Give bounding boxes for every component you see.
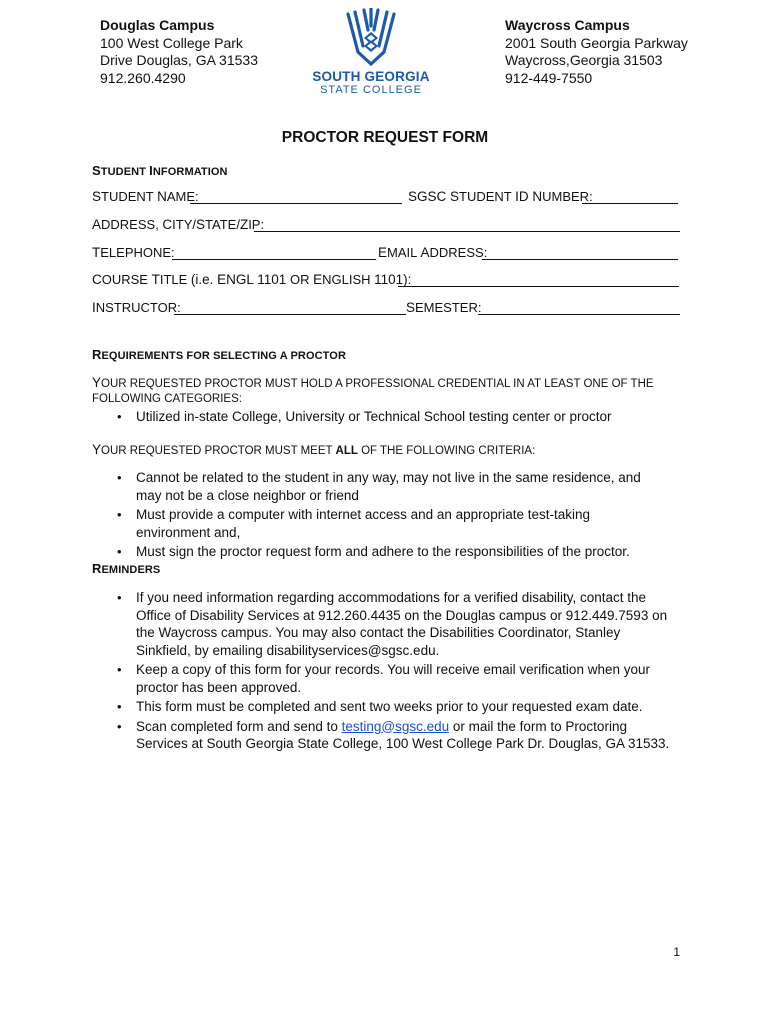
list-item: • This form must be completed and sent two weeks prior to your requested exam date. (92, 698, 677, 716)
list-item: • Must provide a computer with internet access and an appropriate test-taking environment and, (92, 506, 667, 541)
logo-text-south-georgia: SOUTH GEORGIA (312, 69, 430, 84)
label-rest: EMESTER: (415, 300, 482, 315)
label-cap: A (92, 217, 102, 232)
requirements-heading (92, 347, 346, 362)
criteria-paragraph (92, 442, 535, 457)
criteria-list (92, 469, 667, 563)
douglas-campus-line1: 100 West College Park (100, 34, 243, 51)
label-rest: TATE/ (205, 217, 240, 232)
paragraph-cap: Y (92, 442, 102, 457)
address-field[interactable] (254, 231, 680, 232)
list-item-scan (92, 718, 677, 753)
heading-rest: EQUIREMENTS FOR SELECTING A PROCTOR (101, 350, 346, 362)
logo-text-state-college: STATE COLLEGE (320, 84, 422, 96)
label-cap: S (406, 300, 416, 315)
label-rest: TUDENT (101, 189, 158, 204)
label-cap: Z (239, 217, 249, 232)
waycross-campus-line2: Waycross,Georgia 31503 (505, 52, 663, 68)
reminders-list (92, 589, 677, 755)
label-rest: ITLE (159, 272, 191, 287)
label-rest: TUDENT (459, 189, 516, 204)
label-rest: DDRESS, (101, 217, 163, 232)
label-cap: S (196, 217, 206, 232)
label-cap: C (92, 272, 102, 287)
semester-label (406, 300, 481, 315)
email-label (378, 245, 487, 260)
waycross-campus-line1: 2001 South Georgia Parkway (505, 34, 688, 51)
student-id-label (408, 189, 593, 204)
label-rest: IP: (248, 217, 265, 232)
douglas-campus-name: Douglas Campus (100, 17, 215, 33)
label-cap: T (92, 245, 101, 260)
college-logo (306, 8, 436, 96)
heading-cap: R (92, 561, 102, 576)
heading-rest: TUDENT (100, 166, 150, 178)
label-rest: OURSE (101, 272, 152, 287)
label-cap: N (157, 189, 167, 204)
label-cap: A (420, 245, 430, 260)
scan-text-before: Scan completed form and send to (136, 718, 342, 734)
label-rest: DDRESS: (429, 245, 488, 260)
paragraph-cap: Y (92, 375, 102, 390)
scan-text-after: or mail the form to Proctoring Services at South Georgia State College, 100 West College Park Dr. Douglas, GA 31533. (136, 718, 670, 751)
waycross-campus-phone: 912-449-7550 (505, 69, 593, 86)
student-id-field[interactable] (582, 203, 678, 204)
label-rest: UMBER: (542, 189, 593, 204)
list-item: • Cannot be related to the student in any way, may not live in the same residence, and may not be a close neighbor or friend (92, 469, 667, 504)
college-crest-icon (344, 8, 398, 66)
student-information-heading (92, 163, 228, 178)
semester-field[interactable] (478, 314, 680, 315)
label-text: 1101): (374, 272, 412, 287)
heading-cap: R (92, 347, 102, 362)
list-item: • If you need information regarding accommodations for a verified disability, contact the Office of Disability Services at 912.260.4435 on the Douglas campus or 912.449.7593 on the Waycross campus. You may also contact the Disabilities Coordinator, Stanley Sinkfield, by emailing disabilityservices@sgsc.edu. (92, 589, 677, 659)
paragraph-text: FOLLOWING CATEGORIES: (92, 393, 242, 405)
paragraph-text: OUR REQUESTED PROCTOR MUST MEET (101, 445, 336, 457)
paragraph-text: OUR REQUESTED PROCTOR MUST HOLD A PROFESSIONAL CREDENTIAL IN AT LEAST ONE OF THE (101, 378, 654, 390)
label-cap: ID N (515, 189, 543, 204)
label-rest: OR (289, 272, 314, 287)
address-label (92, 217, 264, 232)
label-cap: C (162, 217, 173, 232)
credential-paragraph (92, 375, 692, 407)
paragraph-bold: ALL (335, 445, 358, 457)
heading-cap: I (149, 163, 153, 178)
instructor-label (92, 300, 181, 315)
form-title: PROCTOR REQUEST FORM (281, 129, 489, 146)
course-title-label (92, 272, 411, 287)
telephone-label (92, 245, 175, 260)
label-cap: E (313, 272, 323, 287)
douglas-campus-address (100, 17, 258, 87)
telephone-field[interactable] (172, 259, 376, 260)
label-rest: ELEPHONE: (100, 245, 175, 260)
label-rest: MAIL (387, 245, 421, 260)
list-item: • Keep a copy of this form for your records. You will receive email verification when your proctor has been approved. (92, 661, 677, 696)
student-name-field[interactable] (190, 203, 402, 204)
label-cap: SGSC S (408, 189, 460, 204)
label-rest: ITY/ (172, 217, 197, 232)
label-text: (i.e. ENGL 1101 (190, 272, 290, 287)
list-item: • Utilized in-state College, University or Technical School testing center or proctor (92, 408, 692, 426)
heading-cap: S (92, 163, 101, 178)
label-cap: I (92, 300, 96, 315)
label-rest: NSTRUCTOR: (95, 300, 181, 315)
email-field[interactable] (482, 259, 678, 260)
label-rest: NGLISH (322, 272, 375, 287)
douglas-campus-phone: 912.260.4290 (100, 69, 186, 86)
course-title-field[interactable] (398, 286, 679, 287)
paragraph-text: OF THE FOLLOWING CRITERIA: (357, 445, 536, 457)
label-cap: E (378, 245, 388, 260)
instructor-field[interactable] (174, 314, 406, 315)
waycross-campus-name: Waycross Campus (505, 17, 630, 33)
list-item: • Must sign the proctor request form and adhere to the responsibilities of the proctor. (92, 543, 667, 561)
credential-list (92, 408, 692, 428)
heading-rest: NFORMATION (152, 166, 228, 178)
page-number: 1 (673, 945, 680, 959)
student-name-label (92, 189, 199, 204)
testing-email-link[interactable]: testing@sgsc.edu (341, 718, 450, 734)
label-cap: T (151, 272, 160, 287)
heading-rest: EMINDERS (101, 564, 161, 576)
douglas-campus-line2: Drive Douglas, GA 31533 (100, 52, 258, 68)
reminders-heading (92, 561, 160, 576)
waycross-campus-address (505, 17, 688, 87)
label-cap: S (92, 189, 102, 204)
label-rest: AME: (166, 189, 199, 204)
